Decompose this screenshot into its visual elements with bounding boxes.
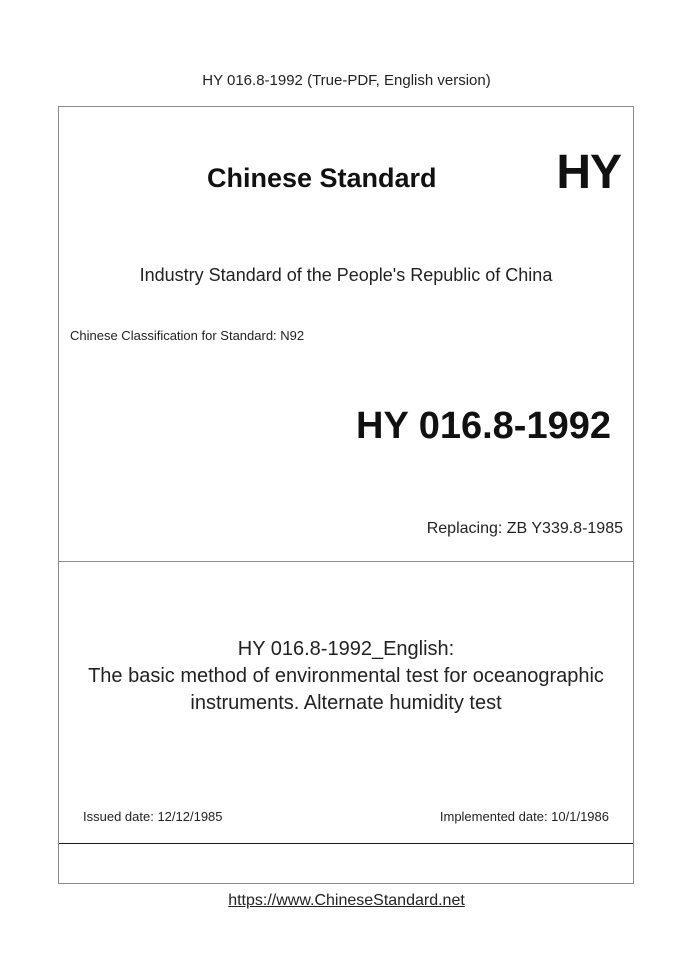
industry-standard-line: Industry Standard of the People's Republic of China — [139, 265, 553, 285]
implemented-date: Implemented date: 10/1/1986 — [439, 809, 609, 824]
standard-code-prefix: HY — [556, 146, 621, 199]
footer — [0, 892, 693, 910]
issued-date: Issued date: 12/12/1985 — [83, 809, 223, 824]
document-title — [59, 636, 633, 717]
website-link[interactable]: https://www.ChineseStandard.net — [228, 892, 465, 909]
cover-bottom-section — [59, 844, 633, 883]
title-line-1: HY 016.8-1992_English: — [237, 638, 455, 660]
cover-top-section — [59, 107, 633, 562]
title-line-3: instruments. Alternate humidity test — [190, 692, 502, 714]
title-line-2: The basic method of environmental test for oceanographic — [88, 665, 604, 687]
standard-number: HY 016.8-1992 — [356, 405, 611, 447]
replacing-line: Replacing: ZB Y339.8-1985 — [426, 520, 623, 537]
page-header: HY 016.8-1992 (True-PDF, English version) — [202, 72, 491, 89]
classification-line: Chinese Classification for Standard: N92 — [70, 328, 305, 343]
brand-title: Chinese Standard — [207, 163, 437, 193]
cover-frame — [58, 106, 634, 884]
cover-title-section — [59, 562, 633, 844]
